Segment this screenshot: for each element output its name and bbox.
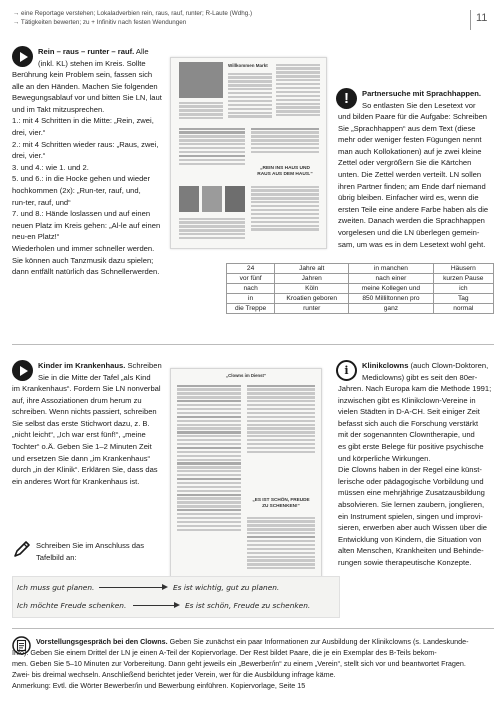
section-kinder-krankenhaus: Kinder im Krankenhaus. Schreiben Sie in die Mitte der Tafel „als Kind	[38, 361, 162, 382]
table-cell: Jahre alt	[275, 264, 349, 274]
section-title: Vorstellungsgespräch bei den Clowns.	[36, 637, 168, 646]
exclamation-icon: !	[336, 88, 357, 109]
thumbnail-title: Willkommen Markt	[228, 63, 268, 68]
info-icon: i	[336, 360, 357, 381]
thumbnail-photos	[179, 186, 245, 212]
arrow-line	[133, 605, 177, 606]
table-row	[227, 264, 494, 274]
table-cell: runter	[275, 304, 349, 314]
header-line-1: → eine Reportage verstehen; Lokaladverbien rein, raus, rauf, runter; R-Laute (Wdhg.)	[13, 10, 253, 17]
play-icon	[12, 46, 33, 67]
section-partnersuche-body: und bilden Paare für die Aufgabe: Schreiben Sie „Sprachhappen“ aus dem Text (diese mehr oder weniger festen Fügungen nennt man auch Kollokationen) auf je zwei kleine Zettel oder vergrößern Sie die Kärtchen unten. Die Zettel werden verteilt. LN sollen ihren Partner finden; am Ende darf niemand übrig bleiben. Einfacher wird es, wenn die ersten Teile eine andere Farbe haben als die zweiten. Danach werden die Sprachhappen vorgelesen und die LN überlegen gemein- sam, um was es in dem Lesetext wohl geht.	[338, 112, 489, 249]
tafel-row-2-left: Ich möchte Freude schenken.	[17, 601, 127, 610]
thumbnail-quote: „REIN INS HAUS UND RAUS AUS DEM HAUS.“	[257, 166, 313, 177]
tafelbild-instruction: Schreiben Sie im Anschluss das Tafelbild an:	[36, 541, 145, 562]
section-rein-raus-body: Berührung kein Problem sein, fassen sich alle an den Händen. Machen Sie folgenden Bewegungsablauf vor und bitten Sie LN, laut und im Takt mitzusprechen. 1.: mit 4 Schritten in die Mitte: „Rein, zwei, drei, vier.“ 2.: mit 4 Schritten wieder raus: „Raus, zwei, drei, vier.“ 3. und 4.: wie 1. und 2. 5. und 6.: in die Hocke gehen und wieder hochkommen (2x): „Run-ter, rauf, und, run-ter, rauf, und“ 7. und 8.: Hände loslassen und auf einen neuen Platz im Kreis gehen: „Al-le auf einen neu-en Platz!“ Wiederholen und immer schneller werden. Sie können auch Tanzmusik dazu spielen; dann entfällt natürlich das Schnellerwerden.	[12, 70, 162, 277]
thumbnail-title: „Clowns im Dienst“	[226, 373, 267, 378]
section-divider	[12, 628, 494, 629]
header-line-2: → Tätigkeiten bewerten; zu + Infinitiv nach festen Wendungen	[13, 19, 187, 26]
table-cell: 850 Milliltonnen pro	[349, 294, 433, 304]
section-title: Klinikclowns	[362, 361, 409, 370]
table-cell: ich	[433, 284, 493, 294]
play-icon	[12, 360, 33, 381]
table-row	[227, 294, 494, 304]
table-cell: nach	[227, 284, 275, 294]
header-objectives	[13, 9, 252, 27]
section-title: Kinder im Krankenhaus.	[38, 361, 126, 370]
table-row	[227, 284, 494, 294]
section-partnersuche: Partnersuche mit Sprachhappen. So entlasten Sie den Lesetext vor	[362, 89, 482, 110]
arrow-line	[99, 587, 165, 588]
section-klinikclowns-body: Jahren. Nach Europa kam die Methode 1991; inzwischen gibt es Klinikclown-Vereine in vielen Städten in D-A-CH. Seit einiger Zeit befasst sich auch die Forschung verstärkt mit der sogenannten Clowntherapie, und es gibt erste Belege für positive psychische und körperliche Wirkungen. Die Clowns haben in der Regel eine künst- lerische oder pädagogische Vorbildung und müssen eine mehrjährige Zusatzausbildung absolvieren. Sie lernen zaubern, jonglieren, ein Instrument spielen, singen und improvi- sieren, erwerben aber auch Wissen über die Entwicklung von Kindern, die Situation von alten Menschen, Krankheiten und Behinde- rungen sowie therapeutische Konzepte.	[338, 384, 492, 567]
section-klinikclowns: Klinikclowns (auch Clown-Doktoren, Mediclowns) gibt es seit den 80er-	[362, 361, 489, 382]
table-cell: 24	[227, 264, 275, 274]
table-cell: ganz	[349, 304, 433, 314]
section-vorstellungsgespraech: Vorstellungsgespräch bei den Clowns. Geben Sie zunächst ein paar Informationen zur Ausbildung der Klinikclowns (s. Landeskunde-	[36, 637, 469, 646]
section-vorstellungsgespraech-body: Info). Geben Sie einem Drittel der LN je einen A-Teil der Kopiervorlage. Der Rest bildet Paare, die je ein Exemplar des B-Teils bekom- men. Geben Sie 5–10 Minuten zur Vorbereitung. Dann geht jeweils ein „Bewerber/in“ zu einem „Verein“, stellt sich vor und beantwortet Fragen. Zwei- bis dreimal wechseln. Anschließend berichtet jeder Verein, wer für die Ausbildung infrage käme. Anmerkung: Evtl. die Wörter Bewerber/in und Bewerbung einführen. Kopiervorlage, Seite 15	[12, 648, 466, 690]
page-number: 11	[476, 12, 488, 24]
word-card-table	[226, 263, 494, 314]
table-cell: Häusern	[433, 264, 493, 274]
arrow-right-icon	[162, 584, 168, 590]
textbook-page-thumbnail	[170, 368, 322, 578]
tafelbild-board	[12, 576, 340, 618]
table-row	[227, 274, 494, 284]
table-cell: Köln	[275, 284, 349, 294]
thumbnail-quote: „ES IST SCHÖN, FREUDE ZU SCHENKEN!“	[252, 497, 310, 508]
tafel-row-1-left: Ich muss gut planen.	[17, 583, 95, 592]
table-cell: nach einer	[349, 274, 433, 284]
textbook-page-thumbnail	[170, 57, 327, 249]
table-cell: Jahren	[275, 274, 349, 284]
section-divider	[12, 344, 494, 345]
table-cell: in	[227, 294, 275, 304]
table-cell: die Treppe	[227, 304, 275, 314]
table-cell: vor fünf	[227, 274, 275, 284]
table-cell: normal	[433, 304, 493, 314]
section-rein-raus: Rein – raus – runter – rauf. Alle (inkl. KL) stehen im Kreis. Sollte	[38, 47, 149, 68]
photo-image	[179, 62, 223, 98]
arrow-right-icon	[174, 602, 180, 608]
table-row	[227, 304, 494, 314]
table-cell: Kroatien geboren	[275, 294, 349, 304]
tafel-row-2-right: Es ist schön, Freude zu schenken.	[185, 601, 311, 610]
section-title: Partnersuche mit Sprachhappen.	[362, 89, 482, 98]
tafel-row-1-right: Es ist wichtig, gut zu planen.	[173, 583, 280, 592]
section-kinder-body: im Krankenhaus“. Fordern Sie LN nonverbal auf, ihre Assoziationen drum herum zu schreiben. Wenn nichts passiert, schreiben Sie selbst das erste Stichwort dazu, z. B. „nicht leicht“, „Ich war erst fünf!“, „meine Tochter“ o.Ä. Geben Sie 1–2 Minuten Zeit und ersetzen Sie dann „im Krankenhaus“ durch „in der Klinik“. Erklären Sie, dass das ein anderes Wort für Krankenhaus ist.	[12, 384, 161, 486]
table-cell: kurzen Pause	[433, 274, 493, 284]
header-divider	[470, 10, 471, 30]
table-cell: meine Kollegen und	[349, 284, 433, 294]
section-title: Rein – raus – runter – rauf.	[38, 47, 135, 56]
table-cell: Tag	[433, 294, 493, 304]
table-cell: in manchen	[349, 264, 433, 274]
pen-icon	[12, 539, 32, 559]
